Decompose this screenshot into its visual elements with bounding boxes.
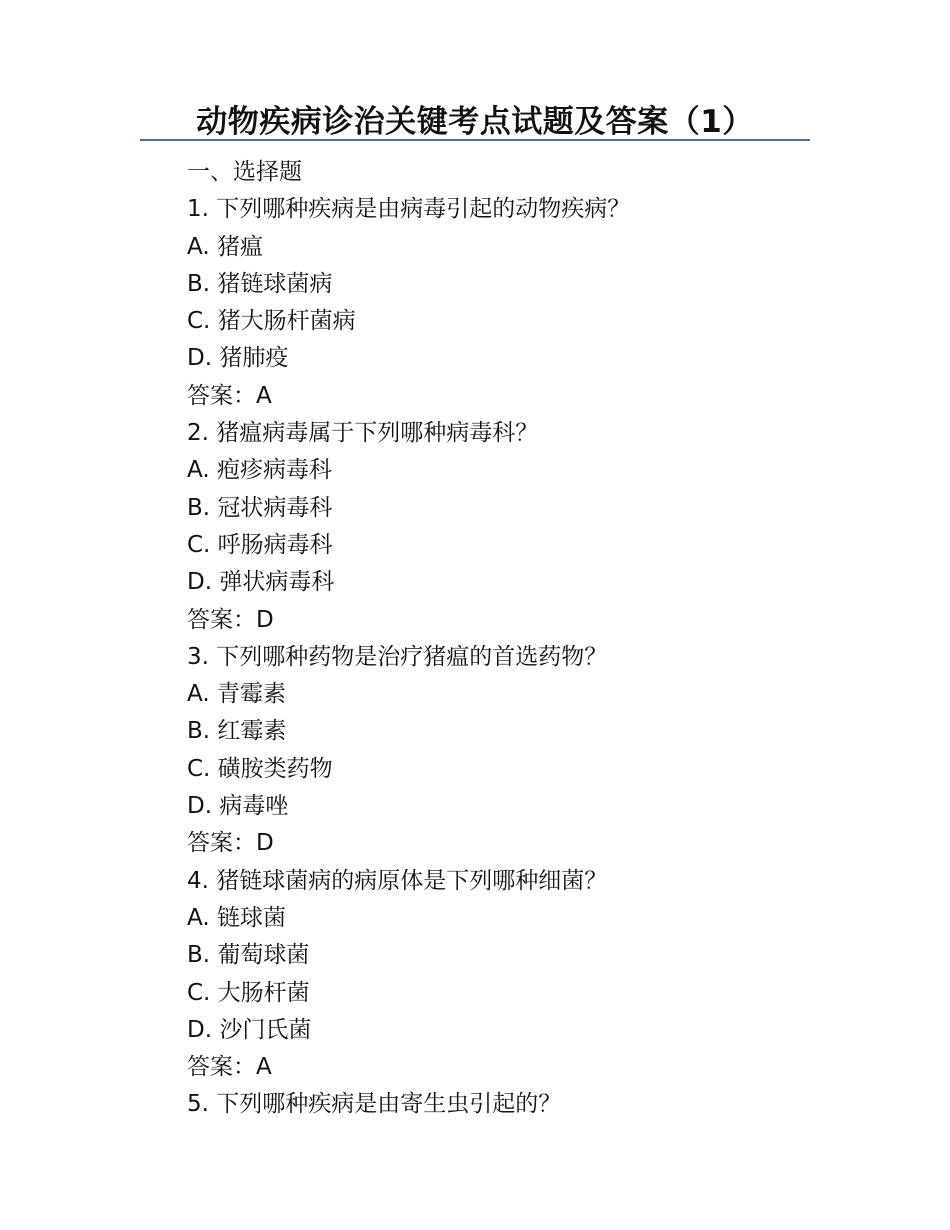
question-5-text: 5. 下列哪种疾病是由寄生虫引起的？ (187, 1091, 562, 1118)
section-heading: 一、选择题 (187, 159, 302, 185)
question-2-option-c: C. 呼肠病毒科 (187, 531, 333, 558)
question-2-option-b: B. 冠状病毒科 (187, 494, 333, 521)
question-4-text: 4. 猪链球菌病的病原体是下列哪种细菌？ (187, 867, 608, 894)
question-4-option-a: A. 链球菌 (187, 904, 286, 931)
question-2-text: 2. 猪瘟病毒属于下列哪种病毒科？ (187, 420, 539, 447)
question-4-answer: 答案：A (187, 1054, 272, 1081)
question-1-text: 1. 下列哪种疾病是由病毒引起的动物疾病？ (187, 196, 631, 223)
question-3-answer: 答案：D (187, 830, 274, 857)
document-body (187, 154, 827, 1124)
question-4-option-b: B. 葡萄球菌 (187, 942, 310, 969)
question-3-option-a: A. 青霉素 (187, 681, 286, 708)
question-2-option-a: A. 疱疹病毒科 (187, 457, 332, 484)
question-3-option-c: C. 磺胺类药物 (187, 755, 333, 782)
question-1-answer: 答案：A (187, 382, 272, 409)
question-4-option-c: C. 大肠杆菌 (187, 979, 310, 1006)
question-2-option-d: D. 弹状病毒科 (187, 569, 335, 596)
question-3-option-b: B. 红霉素 (187, 718, 287, 745)
title-underline (140, 139, 810, 141)
question-1-option-d: D. 猪肺疫 (187, 345, 289, 372)
question-4-option-d: D. 沙门氏菌 (187, 1016, 312, 1043)
question-1-option-a: A. 猪瘟 (187, 233, 263, 260)
question-2-answer: 答案：D (187, 606, 274, 633)
question-1-option-b: B. 猪链球菌病 (187, 270, 333, 297)
question-1-option-c: C. 猪大肠杆菌病 (187, 308, 356, 335)
question-3-text: 3. 下列哪种药物是治疗猪瘟的首选药物？ (187, 643, 608, 670)
question-3-option-d: D. 病毒唑 (187, 793, 289, 820)
document-title: 动物疾病诊治关键考点试题及答案（1） (196, 104, 754, 140)
